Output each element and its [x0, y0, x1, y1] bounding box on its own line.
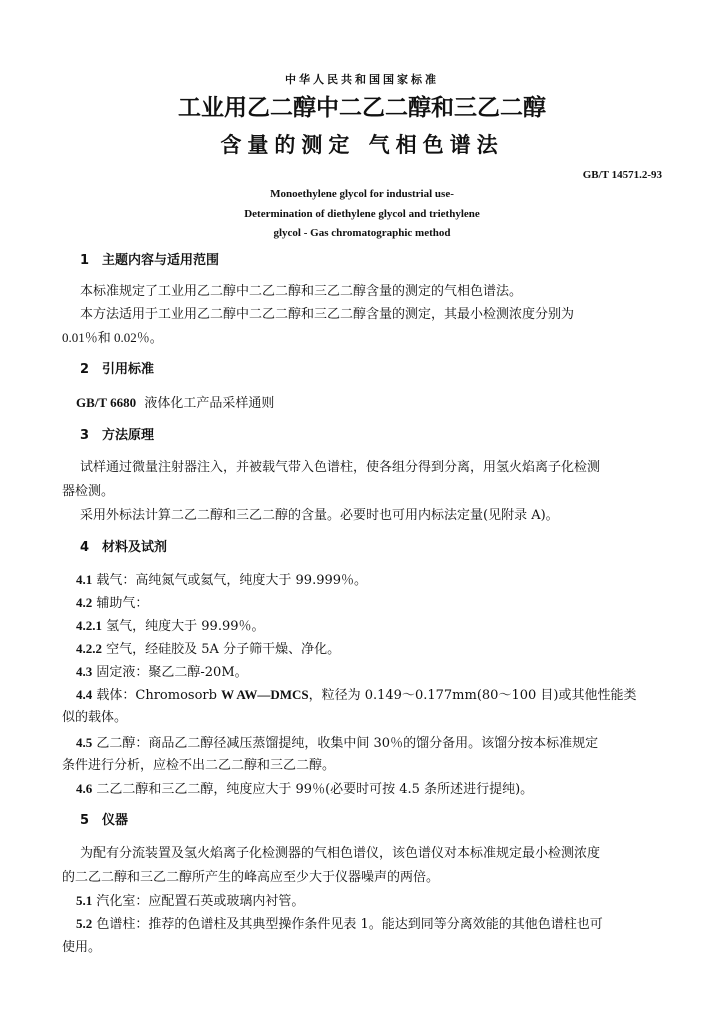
- item-number: 4.1: [76, 572, 93, 587]
- title-line-2: 含量的测定 气相色谱法: [220, 133, 504, 157]
- reference-title: 液体化工产品采样通则: [144, 396, 275, 411]
- section-number: 1: [80, 253, 90, 268]
- item-4-4-line-2: 似的载体。: [62, 710, 128, 725]
- section-5-heading: [80, 813, 128, 829]
- item-number: 4.6: [76, 781, 93, 796]
- item-text: 乙二醇：商品乙二醇径减压蒸馏提纯，收集中间 30％的馏分备用。该馏分按本标准规定: [96, 736, 599, 751]
- section-number: 5: [80, 813, 90, 828]
- item-5-1: [76, 893, 304, 910]
- reference-code: GB/T 6680: [76, 395, 137, 410]
- item-text: 空气，经硅胶及 5A 分子筛干燥、净化。: [106, 642, 341, 657]
- s1-paragraph-2-line-1: 本方法适用于工业用乙二醇中二乙二醇和三乙二醇含量的测定，其最小检测浓度分别为: [80, 307, 575, 322]
- section-title: 仪器: [102, 813, 129, 828]
- s5-paragraph-1-line-1: 为配有分流装置及氢火焰离子化检测器的气相色谱仪，该色谱仪对本标准规定最小检测浓度: [80, 846, 601, 861]
- item-number: 5.2: [76, 916, 93, 931]
- item-text: 色谱柱：推荐的色谱柱及其典型操作条件见表 1。能达到同等分离效能的其他色谱柱也可: [96, 917, 603, 932]
- s3-paragraph-2: 采用外标法计算二乙二醇和三乙二醇的含量。必要时也可用内标法定量(见附录 A)。: [80, 508, 559, 523]
- issuing-organization: 中华人民共和国国家标准: [285, 73, 439, 86]
- item-4-2: [76, 595, 148, 612]
- reference-standard: [76, 395, 274, 412]
- section-title: 引用标准: [102, 362, 155, 377]
- s3-paragraph-1-line-2: 器检测。: [62, 484, 115, 499]
- english-title-line-3: glycol - Gas chromatographic method: [273, 227, 451, 239]
- item-4-4-line-1: [76, 687, 636, 704]
- section-number: 2: [80, 362, 90, 377]
- english-title-line-2: Determination of diethylene glycol and triethylene: [244, 208, 480, 220]
- section-title: 方法原理: [102, 428, 155, 443]
- section-1-heading: [80, 253, 219, 269]
- item-text: 辅助气：: [96, 596, 149, 611]
- item-4-6: [76, 781, 533, 798]
- item-text: 汽化室：应配置石英或玻璃内衬管。: [96, 894, 305, 909]
- s5-paragraph-1-line-2: 的二乙二醇和三乙二醇所产生的峰高应至少大于仪器噪声的两倍。: [62, 870, 440, 885]
- section-number: 3: [80, 428, 90, 443]
- item-number: 4.5: [76, 735, 93, 750]
- item-number: 4.4: [76, 687, 93, 702]
- item-4-2-1: [76, 618, 265, 635]
- section-2-heading: [80, 362, 154, 378]
- title-line-1: 工业用乙二醇中二乙二醇和三乙二醇: [178, 95, 546, 121]
- section-title: 材料及试剂: [102, 540, 168, 555]
- item-text: 载气：高纯氮气或氦气，纯度大于 99.999％。: [96, 573, 368, 588]
- item-4-3: [76, 664, 248, 681]
- item-text: ，粒径为 0.149～0.177mm(80～100 目)或其他性能类: [308, 688, 637, 703]
- item-text: 固定液：聚乙二醇-20M。: [96, 665, 248, 680]
- item-4-5-line-1: [76, 735, 598, 752]
- carrier-grade: W AW—DMCS: [221, 687, 309, 702]
- item-number: 4.2: [76, 595, 93, 610]
- section-3-heading: [80, 428, 154, 444]
- item-number: 4.3: [76, 664, 93, 679]
- item-number: 5.1: [76, 893, 93, 908]
- s1-paragraph-2-line-2: 0.01％和 0.02％。: [62, 330, 163, 345]
- section-4-heading: [80, 540, 167, 556]
- item-4-5-line-2: 条件进行分析，应检不出二乙二醇和三乙二醇。: [62, 758, 336, 773]
- section-number: 4: [80, 540, 90, 555]
- s1-paragraph-1: 本标准规定了工业用乙二醇中二乙二醇和三乙二醇含量的测定的气相色谱法。: [80, 284, 523, 299]
- item-text: 二乙二醇和三乙二醇，纯度应大于 99％(必要时可按 4.5 条所述进行提纯)。: [96, 782, 534, 797]
- item-number: 4.2.2: [76, 641, 102, 656]
- s3-paragraph-1-line-1: 试样通过微量注射器注入，并被载气带入色谱柱，使各组分得到分离，用氢火焰离子化检测: [80, 460, 601, 475]
- item-4-1: [76, 572, 367, 589]
- item-5-2-line-2: 使用。: [62, 940, 102, 955]
- section-title: 主题内容与适用范围: [102, 253, 220, 268]
- english-title-line-1: Monoethylene glycol for industrial use-: [270, 188, 454, 200]
- item-number: 4.2.1: [76, 618, 102, 633]
- item-text: 载体：Chromosorb: [96, 688, 222, 703]
- item-text: 氢气，纯度大于 99.99％。: [106, 619, 265, 634]
- standard-number: GB/T 14571.2-93: [582, 169, 662, 181]
- item-4-2-2: [76, 641, 340, 658]
- item-5-2-line-1: [76, 916, 603, 933]
